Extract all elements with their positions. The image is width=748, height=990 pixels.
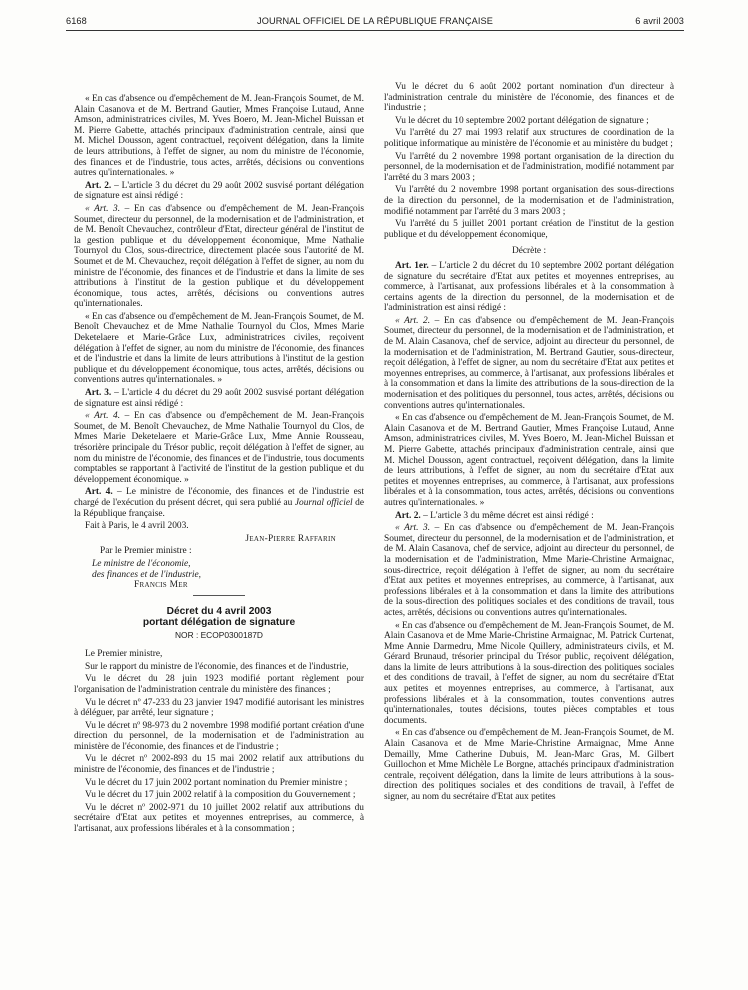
quoted-article-text: – En cas d'absence ou d'empêchement de M. Jean-François Soumet, directeur du personnel, de la modernisation et de l'administration, et de M. Alain Casanova, chef de service, adjoint au directeur du personnel, de la modernisation et de l'administration, Mme Marie-Christine Armaignac, sous-directrice, reçoit délégation à l'effet de signer, au nom du secrétaire d'Etat aux petites et moyennes entreprises, au commerce, à l'artisanat, aux professions libérales et à la consommation et dans la limite des attributions de la sous-direction des politiques sociales et des conditions de travail, tous actes, arrêtés, décisions ou conventions autres qu'internationales. (384, 523, 674, 618)
quoted-article-label: « Art. 4. (85, 411, 121, 422)
quoted-article (74, 204, 364, 310)
visa: Vu le décret du 17 juin 2002 relatif à la composition du Gouvernement ; (85, 790, 356, 801)
minister-title-line-1 (92, 559, 364, 570)
page-header (66, 14, 684, 30)
quoted-article-text: – En cas d'absence ou d'empêchement de M. Jean-François Soumet, directeur du personnel, de la modernisation et de l'administration, et de M. Alain Casanova, chef de service, adjoint au directeur du personnel, de la modernisation et de l'administration, M. Bertrand Gautier, sous-directeur, reçoit délégation, à l'effet de signer, au nom du secrétaire d'Etat aux petites et moyennes entreprises, au commerce, à l'artisanat, aux professions libérales et à la consommation et dans la limite des attributions de la sous-direction de la modernisation et des politiques du personnel, tous actes, arrêtés, décisions ou conventions autres qu'internationales. (384, 315, 674, 411)
minister-title-line-2 (92, 570, 364, 581)
visa: Vu le décret nº 98-973 du 2 novembre 1998 modifié portant création d'une direction du personnel, de la modernisation et de l'administration au ministère de l'économie, des finances et de l'industrie ; (74, 720, 364, 752)
left-column (74, 94, 364, 837)
visa: Vu le décret du 17 juin 2002 portant nomination du Premier ministre ; (85, 777, 348, 788)
right-column (384, 82, 674, 805)
premier-ministre: Le Premier ministre, (85, 649, 163, 660)
decree-title (74, 606, 364, 629)
article-text: – L'article 4 du décret du 29 août 2002 susvisé portant délégation de signature est ainsi rédigé : (74, 388, 364, 409)
paragraph: « En cas d'absence ou d'empêchement de M. Jean-François Soumet, de M. Benoît Chevauchez et de Mme Nathalie Tournyol du Clos, Mmes Marie Deketelaere et Marie-Grâce Lux, administratrices civiles, reçoivent délégation à l'effet de signer, au nom du ministre de l'économie, des finances et de l'industrie et dans la limite de leurs attributions à l'institut de la gestion publique et du développement économique, tous actes, arrêtés, décisions ou conventions autres qu'internationales. » (74, 311, 364, 386)
quoted-article-text: – En cas d'absence ou d'empêchement de M. Jean-François Soumet, de M. Benoît Chevauchez, de Mme Nathalie Tournyol du Clos, de Mmes Marie Deketelaere et Marie-Grâce Lux, Mme Annie Rousseau, trésorière principale du Trésor public, reçoit délégation à l'effet de signer, au nom du ministre de l'économie, des finances et de l'industrie, tous documents comptables se rapportant à l'activité de l'institut de la gestion publique et du développement économique. » (74, 411, 364, 485)
decree-title-line-2: portant délégation de signature (142, 617, 296, 629)
journal-title: JOURNAL OFFICIEL DE LA RÉPUBLIQUE FRANÇAISE (257, 16, 493, 26)
done-at: Fait à Paris, le 4 avril 2003. (85, 521, 189, 532)
paragraph: « En cas d'absence ou d'empêchement de M. Jean-François Soumet, de M. Alain Casanova et de M. Bertrand Gautier, Mmes Françoise Lutaud, Anne Amson, administratrices civiles, M. Yves Boero, M. Jean-Michel Buissan et M. Pierre Gabette, attachés principaux d'administration centrale, ainsi que M. Michel Dousson, agent contractuel, reçoivent délégation, dans la limite de leurs attributions, à l'effet de signer, au nom du ministre de l'économie, des finances et de l'industrie, tous actes, arrêtés, décisions ou conventions autres qu'internationales. » (74, 94, 364, 179)
article-text: – Le ministre de l'économie, des finances et de l'industrie est chargé de l'exécution du présent décret, qui sera publié au (74, 487, 364, 508)
quoted-article-label: « Art. 2. (395, 315, 431, 326)
minister-title-2: des finances et de l'industrie, (92, 569, 202, 580)
article-label: Art. 2. (395, 510, 421, 521)
article-text: – L'article 3 du même décret est ainsi rédigé : (420, 510, 594, 521)
visa: Vu le décret nº 47-233 du 23 janvier 1947 modifié autorisant les ministres à déléguer, par arrêté, leur signature ; (74, 697, 364, 719)
quoted-article-text: – En cas d'absence ou d'empêchement de M. Jean-François Soumet, directeur du personnel, de la modernisation et de l'administration, et de M. Benoît Chevauchez, contrôleur d'Etat, directeur général de l'institut de la gestion publique et du développement économique, Mme Nathalie Tournyol du Clos, sous-directrice, directement placée sous l'autorité de M. Soumet et de M. Chevauchez, reçoit délégation à l'effet de signer, au nom du ministre de l'économie, des finances et de l'industrie et dans la limite de ses attributions à l'institut de la gestion publique et du développement économique, tous actes, arrêtés, décisions ou conventions autres qu'internationales. (74, 203, 364, 310)
journal-reference: Journal officiel (294, 497, 353, 508)
nor-reference: NOR : ECOP0300187D (175, 629, 263, 640)
signatory-pm: Jean-Pierre Raffarin (245, 533, 336, 544)
article-paragraph (74, 181, 364, 202)
visa: Vu l'arrêté du 2 novembre 1998 portant organisation de la direction du personnel, de la modernisation et de l'administration, modifié notamment par l'arrêté du 3 mars 2003 ; (384, 151, 674, 183)
quoted-article (74, 411, 364, 485)
minister-name: Francis Mer (134, 580, 188, 591)
visa: Sur le rapport du ministre de l'économie, des finances et de l'industrie, (85, 661, 349, 672)
article-paragraph (74, 487, 364, 519)
by-pm: Par le Premier ministre : (100, 546, 192, 557)
paragraph: « En cas d'absence ou d'empêchement de M. Jean-François Soumet, de M. Alain Casanova et de Mme Marie-Christine Armaignac, M. Patrick Curtenat, Mme Annie Darmedru, Mme Nicole Quillery, administrateurs civils, et M. Gérard Brunaud, trésorier principal du Trésor public, reçoivent délégation, dans la limite de leurs attributions à la sous-direction des politiques sociales et des conditions de travail, à l'effet de signer, au nom du secrétaire d'Etat aux petites et moyennes entreprises, au commerce, à l'artisanat, aux professions libérales et à la consommation, toutes conventions autres qu'internationales, toutes décisions, toutes pièces comptables et tous documents. (384, 620, 674, 726)
article-label: Art. 1er. (395, 260, 429, 271)
visa: Vu le décret nº 2002-893 du 15 mai 2002 relatif aux attributions du ministre de l'économie, des finances et de l'industrie ; (74, 754, 364, 776)
article-text: – L'article 2 du décret du 10 septembre 2002 portant délégation de signature du secrétaire d'Etat aux petites et moyennes entreprises, au commerce, à l'artisanat, aux professions libérales et à la consommation à certains agents de la direction du personnel, de la modernisation et de l'administration est ainsi rédigé : (384, 260, 674, 314)
article-text: – L'article 3 du décret du 29 août 2002 susvisé portant délégation de signature est ainsi rédigé : (74, 180, 364, 202)
quoted-article (384, 316, 674, 411)
visa: Vu l'arrêté du 5 juillet 2001 portant création de l'institut de la gestion publique et du développement économique, (384, 219, 674, 240)
separator-rule (193, 595, 245, 596)
visa: Vu le décret nº 2002-971 du 10 juillet 2002 relatif aux attributions du secrétaire d'Etat aux petites et moyennes entreprises, au commerce, à l'artisanat, aux professions libérales et à la consommation ; (74, 802, 364, 835)
visa: Vu l'arrêté du 2 novembre 1998 portant organisation des sous-directions de la direction du personnel, de la modernisation et de l'administration, modifié notamment par l'arrêté du 3 mars 2003 ; (384, 185, 674, 217)
article-paragraph (74, 388, 364, 409)
visa: Vu l'arrêté du 27 mai 1993 relatif aux structures de coordination de la politique informatique au ministère de l'économie et au ministère du budget ; (384, 128, 674, 149)
article-label: Art. 3. (85, 388, 112, 399)
quoted-article-label: « Art. 3. (395, 523, 431, 534)
article-paragraph (384, 261, 674, 314)
article-label: Art. 4. (85, 487, 113, 498)
article-paragraph (384, 511, 674, 522)
paragraph: « En cas d'absence ou d'empêchement de M. Jean-François Soumet, de M. Alain Casanova et de Mme Marie-Christine Armaignac, Mme Anne Demailly, Mme Catherine Dubuis, M. Jean-Marc Gras, M. Gilbert Guillochon et Mme Michèle Le Borgne, attachés principaux d'administration centrale, reçoivent délégation, dans la limite de leurs attributions à la sous-direction des politiques sociales et des conditions de travail, à l'effet de signer, au nom du secrétaire d'Etat aux petites (384, 728, 674, 802)
decrete: Décrète : (511, 246, 547, 257)
issue-date: 6 avril 2003 (635, 16, 684, 26)
minister-title-1: Le ministre de l'économie, (92, 558, 191, 569)
quoted-article-label: « Art. 3. (85, 203, 121, 214)
paragraph: « En cas d'absence ou d'empêchement de M. Jean-François Soumet, de M. Alain Casanova et de M. Bertrand Gautier, Mmes Françoise Lutaud, Anne Amson, administratrices civiles, M. Yves Boero, M. Jean-Michel Buissan et M. Pierre Gabette, attachés principaux d'administration centrale, ainsi que M. Michel Dousson, agent contractuel, reçoivent délégation, dans la limite de leurs attributions, à l'effet de signer, au nom du secrétaire d'Etat aux petites et moyennes entreprises, au commerce, à l'artisanat, aux professions libérales et à la consommation, tous actes, arrêtés, décisions ou conventions autres qu'internationales. » (384, 413, 674, 508)
visa: Vu le décret du 10 septembre 2002 portant délégation de signature ; (395, 115, 649, 126)
visa: Vu le décret du 6 août 2002 portant nomination d'un directeur à l'administration centrale du ministère de l'économie, des finances et de l'industrie ; (384, 82, 674, 114)
decree-title-line-1: Décret du 4 avril 2003 (166, 605, 272, 617)
page-number: 6168 (66, 16, 87, 26)
article-label: Art. 2. (85, 180, 112, 191)
header-rule (66, 30, 684, 31)
quoted-article (384, 523, 674, 618)
visa: Vu le décret du 28 juin 1923 modifié portant règlement pour l'organisation de l'administration centrale du ministère des finances ; (74, 674, 364, 695)
article-text: de la République française. (74, 497, 364, 519)
